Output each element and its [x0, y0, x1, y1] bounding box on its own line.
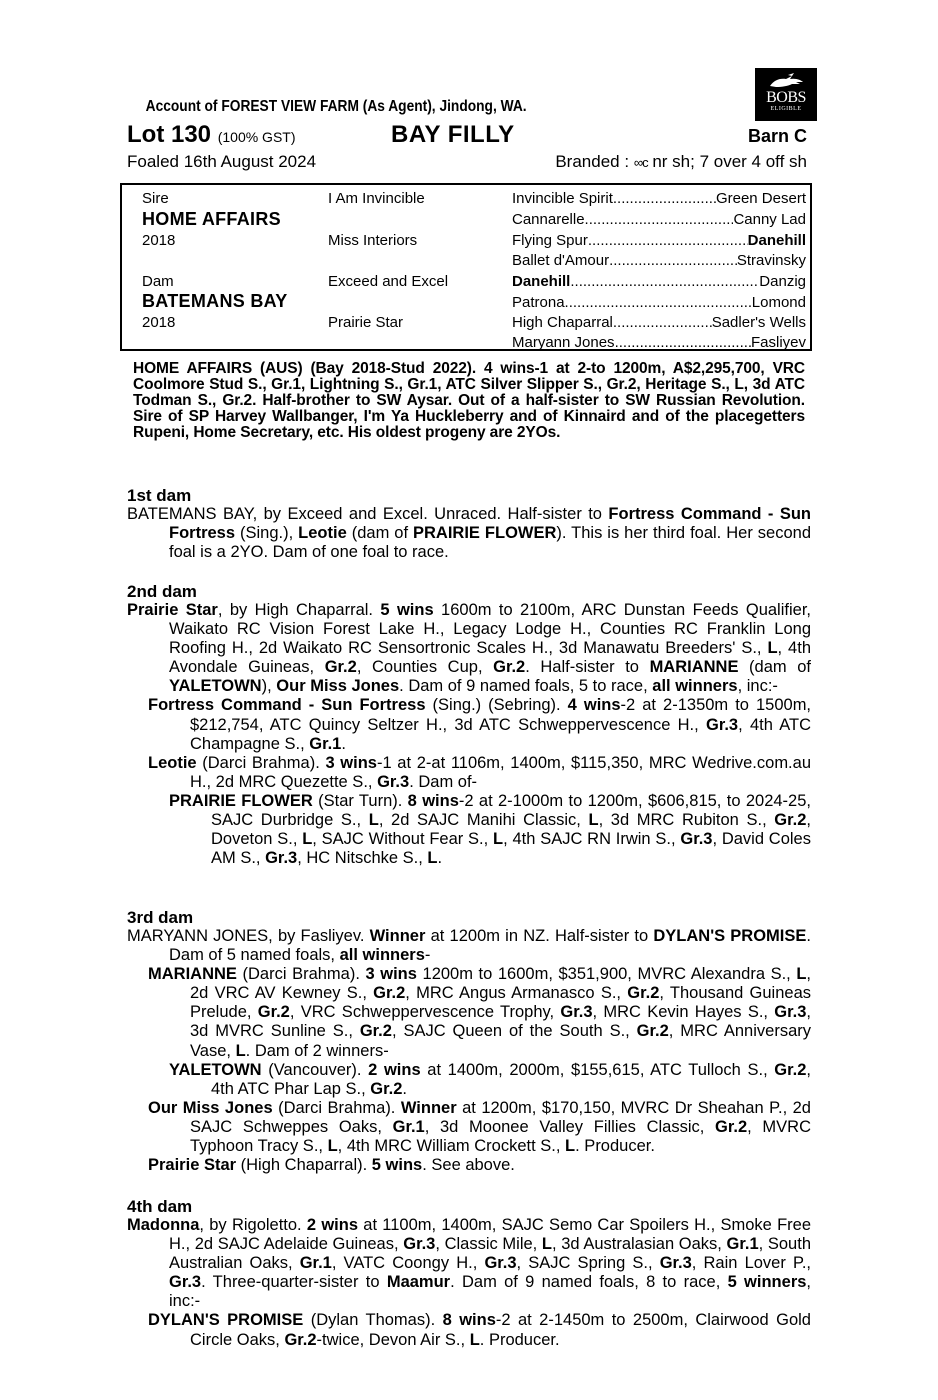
- pedigree-gen3-row: [512, 190, 806, 207]
- ancestor-sire: Danehill: [747, 232, 806, 249]
- produce-record: DYLAN'S PROMISE (Dylan Thomas). 8 wins-2 at 2-1450m to 2500m, Clairwood Gold Circle Oaks, Gr.2-twice, Devon Air S., L. Producer.: [148, 1311, 811, 1349]
- pedigree-gen3-row: [512, 232, 806, 249]
- ancestor-sire: Stravinsky: [736, 252, 806, 269]
- pedigree-gen3-row: [512, 314, 806, 331]
- ancestor-name: Cannarelle: [512, 211, 585, 228]
- ancestor-sire: Sadler's Wells: [711, 314, 806, 331]
- produce-record: Prairie Star, by High Chaparral. 5 wins 1600m to 2100m, ARC Dunstan Feeds Qualifier, Waikato RC Vision Forest Lake H., Legacy Lodge H., Counties RC Franklin Long Roofing H., 2d Waikato RC Sensortronic Scales H., 3d Manawatu Breeders' S., L, 4th Avondale Guineas, Gr.2, Counties Cup, Gr.2. Half-sister to MARIANNE (dam of YALETOWN), Our Miss Jones. Dam of 9 named foals, 5 to race, all winners, inc:-: [127, 601, 811, 696]
- leader-dots: [588, 232, 748, 249]
- pedigree-table: [120, 183, 812, 351]
- leader-dots: [613, 190, 716, 207]
- leader-dots: [570, 273, 759, 290]
- ancestor-sire: Fasliyev: [750, 334, 806, 351]
- dam-section: [127, 582, 811, 868]
- produce-record: Our Miss Jones (Darci Brahma). Winner at 1200m, $170,150, MVRC Dr Sheahan P., 2d SAJC Schweppes Oaks, Gr.1, 3d Moonee Valley Fillies Classic, Gr.2, MVRC Typhoon Tracy S., L, 4th MRC William Crockett S., L. Producer.: [148, 1098, 812, 1156]
- horse-head-icon: [766, 72, 806, 90]
- sire-summary: HOME AFFAIRS (AUS) (Bay 2018-Stud 2022). 4 wins-1 at 2-to 1200m, A$2,295,700, VRC Coolmore Stud S., Gr.1, Lightning S., Gr.1, ATC Silver Slipper S., Gr.2, Heritage S., L, 3d ATC Todman S., Gr.2. Half-brother to SW Aysar. Out of a half-sister to SW Russian Revolution. Sire of SP Harvey Wallbanger, I'm Ya Huckleberry and of Kinnaird and of the placegetters Rupeni, Home Secretary, etc. His oldest progeny are 2YOs.: [133, 360, 805, 441]
- dam-section: [127, 908, 811, 1175]
- ancestor-sire: Danzig: [759, 273, 806, 290]
- gst-note: (100% GST): [217, 129, 296, 145]
- dam-heading: 3rd dam: [127, 908, 194, 927]
- produce-record: Fortress Command - Sun Fortress (Sing.) (Sebring). 4 wins-2 at 2-1350m to 1500m, $212,754, ATC Quincy Seltzer H., 3d ATC Schweppervescence H., Gr.3, 4th ATC Champagne S., Gr.1.: [148, 696, 812, 753]
- produce-record: MARYANN JONES, by Fasliyev. Winner at 1200m in NZ. Half-sister to DYLAN'S PROMISE. Dam of 5 named foals, all winners-: [127, 927, 811, 965]
- leader-dots: [615, 334, 751, 351]
- leader-dots: [609, 252, 737, 269]
- produce-record: Prairie Star (High Chaparral). 5 wins. See above.: [148, 1156, 515, 1175]
- dam-section: [127, 486, 811, 562]
- produce-record: BATEMANS BAY, by Exceed and Excel. Unraced. Half-sister to Fortress Command - Sun Fortress (Sing.), Leotie (dam of PRAIRIE FLOWER). This is her third foal. Her second foal is a 2YO. Dam of one foal to race.: [127, 505, 811, 562]
- logo-subtext: ELIGIBLE: [770, 106, 802, 112]
- dam-heading: 4th dam: [127, 1197, 193, 1216]
- dam-section: [127, 1197, 811, 1350]
- dam-dam: Prairie Star: [328, 314, 404, 331]
- dam-sire: Exceed and Excel: [328, 273, 449, 290]
- sire-name: HOME AFFAIRS: [142, 209, 281, 229]
- produce-record: Leotie (Darci Brahma). 3 wins-1 at 2-at 1106m, 1400m, $115,350, MRC Wedrive.com.au H., 2d MRC Quezette S., Gr.3. Dam of-: [148, 753, 811, 791]
- ancestor-name: Ballet d'Amour: [512, 252, 610, 269]
- pedigree-gen3-row: [512, 252, 806, 269]
- leader-dots: [585, 211, 734, 228]
- dam-name: BATEMANS BAY: [142, 291, 288, 311]
- logo-text: BOBS: [766, 89, 806, 106]
- ancestor-sire: Lomond: [751, 294, 806, 311]
- sire-sire: I Am Invincible: [328, 190, 425, 207]
- dam-heading: 2nd dam: [127, 582, 197, 601]
- brand-description: Branded : ∞c nr sh; 7 over 4 off sh: [555, 152, 807, 171]
- lot-title: BAY FILLY: [391, 121, 515, 148]
- ancestor-name: High Chaparral: [512, 314, 613, 331]
- pedigree-gen3-row: [512, 273, 806, 290]
- lot-number: Lot 130 (100% GST): [127, 121, 296, 148]
- ancestor-sire: Canny Lad: [733, 211, 806, 228]
- ancestor-name: Maryann Jones: [512, 334, 615, 351]
- ancestor-name: Danehill: [512, 273, 571, 290]
- produce-record: Madonna, by Rigoletto. 2 wins at 1100m, 1400m, SAJC Semo Car Spoilers H., Smoke Free H., 2d SAJC Adelaide Guineas, Gr.3, Classic Mile, L, 3d Australasian Oaks, Gr.1, South Australian Oaks, Gr.1, VATC Coongy H., Gr.3, SAJC Spring S., Gr.3, Rain Lover P., Gr.3. Three-quarter-sister to Maamur. Dam of 9 named foals, 8 to race, 5 winners, inc:-: [127, 1216, 812, 1311]
- sire-label: Sire: [142, 190, 169, 207]
- leader-dots: [565, 294, 752, 311]
- ancestor-name: Patrona: [512, 294, 565, 311]
- produce-record: MARIANNE (Darci Brahma). 3 wins 1200m to 1600m, $351,900, MVRC Alexandra S., L, 2d VRC AV Kewney S., Gr.2, MRC Angus Armanasco S., Gr.2, Thousand Guineas Prelude, Gr.2, VRC Schweppervescence Trophy, Gr.3, MRC Kevin Hayes S., Gr.3, 3d MVRC Sunline S., Gr.2, SAJC Queen of the South S., Gr.2, MRC Anniversary Vase, L. Dam of 2 winners-: [148, 965, 812, 1060]
- vendor-account: Account of FOREST VIEW FARM (As Agent), Jindong, WA.: [145, 98, 527, 115]
- ancestor-name: Invincible Spirit: [512, 190, 613, 207]
- sire-dam: Miss Interiors: [328, 232, 418, 249]
- leader-dots: [613, 314, 712, 331]
- brand-mark-icon: ∞c: [633, 155, 648, 170]
- barn-location: Barn C: [747, 126, 807, 146]
- dam-label: Dam: [142, 273, 174, 290]
- pedigree-gen3-row: [512, 294, 806, 311]
- sire-year: 2018: [142, 232, 176, 249]
- pedigree-gen3-row: [512, 211, 806, 228]
- dam-year: 2018: [142, 314, 176, 331]
- produce-record: YALETOWN (Vancouver). 2 wins at 1400m, 2000m, $155,615, ATC Tulloch S., Gr.2, 4th ATC Phar Lap S., Gr.2.: [169, 1060, 811, 1098]
- pedigree-gen3-row: [512, 334, 806, 351]
- dam-heading: 1st dam: [127, 486, 192, 505]
- foaled-date: Foaled 16th August 2024: [127, 152, 317, 171]
- produce-record: PRAIRIE FLOWER (Star Turn). 8 wins-2 at 2-1000m to 1200m, $606,815, to 2024-25, SAJC Durbridge S., L, 2d SAJC Manihi Classic, L, 3d MRC Rubiton S., Gr.2, Doveton S., L, SAJC Without Fear S., L, 4th SAJC RN Irwin S., Gr.3, David Coles AM S., Gr.3, HC Nitschke S., L.: [169, 791, 811, 868]
- bobs-eligible-logo: [755, 68, 817, 121]
- ancestor-sire: Green Desert: [715, 190, 806, 207]
- ancestor-name: Flying Spur: [512, 232, 588, 249]
